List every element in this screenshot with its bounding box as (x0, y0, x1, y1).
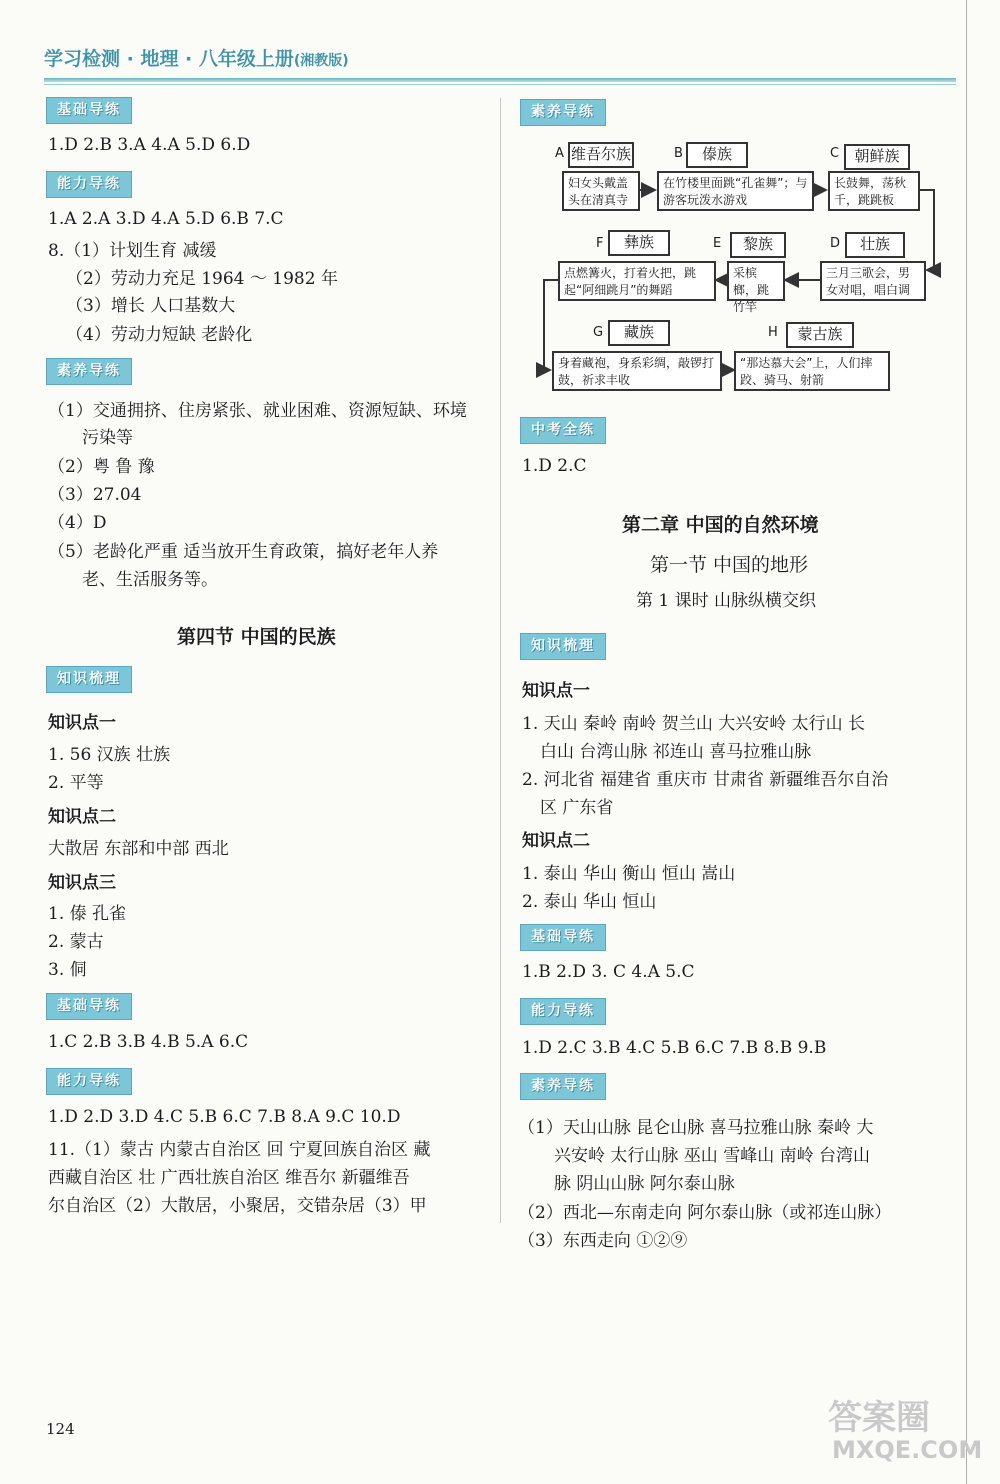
section-title: 第一节 中国的地形 (650, 554, 809, 576)
answer-line: （2）劳动力充足 1964 ～ 1982 年 (66, 269, 338, 289)
flow-ethnic-f: 彝族 (608, 230, 670, 256)
chapter-title: 第二章 中国的自然环境 (622, 514, 819, 536)
flow-ethnic-b: 傣族 (686, 142, 748, 168)
answer-line: （3）增长 人口基数大 (66, 296, 236, 316)
tag-ability-practice: 能力导练 (520, 998, 606, 1025)
tag-literacy-practice: 素养导练 (520, 1073, 606, 1100)
answer-line: 1. 泰山 华山 衡山 恒山 嵩山 (522, 864, 736, 884)
answer-line: 污染等 (82, 428, 133, 448)
header-title: 学习检测 · 地理 · 八年级上册 (44, 48, 294, 70)
answer-line: （2）西北—东南走向 阿尔泰山脉（或祁连山脉） (518, 1203, 892, 1223)
answer-line: （3）东西走向 ①②⑨ (518, 1231, 688, 1251)
page-number: 124 (46, 1420, 75, 1438)
tag-basic-practice: 基础导练 (46, 97, 132, 124)
flow-ethnic-h: 蒙古族 (786, 322, 854, 348)
flow-desc-b: 在竹楼里面跳“孔雀舞”；与游客玩泼水游戏 (657, 171, 814, 211)
answer-line: 1.D 2.B 3.A 4.A 5.D 6.D (48, 135, 251, 155)
answer-line: 1.B 2.D 3. C 4.A 5.C (522, 962, 695, 982)
flow-letter-d: D (830, 236, 841, 251)
answer-line: （2）粤 鲁 豫 (48, 457, 155, 477)
flow-letter-c: C (830, 146, 840, 161)
answer-line: （4）劳动力短缺 老龄化 (66, 325, 253, 345)
flow-letter-h: H (768, 325, 778, 340)
flow-ethnic-d: 壮族 (845, 232, 905, 258)
answer-line: 2. 蒙古 (48, 932, 104, 952)
knowledge-point-heading: 知识点一 (48, 713, 116, 733)
tag-ability-practice: 能力导练 (46, 1068, 132, 1095)
flow-desc-a: 妇女头戴盖头在清真寺 (562, 171, 640, 211)
answer-line: 2. 平等 (48, 773, 104, 793)
watermark-logo: 答案圈 (828, 1398, 930, 1438)
flow-desc-f: 点燃篝火，打着火把，跳起“阿细跳月”的舞蹈 (558, 261, 716, 301)
answer-line: 大散居 东部和中部 西北 (48, 839, 229, 859)
knowledge-point-heading: 知识点一 (522, 681, 590, 701)
knowledge-point-heading: 知识点二 (522, 831, 590, 851)
flow-desc-c: 长鼓舞，荡秋千，跳跳板 (828, 171, 920, 211)
answer-line: （3）27.04 (48, 485, 142, 505)
flow-desc-g: 身着藏袍，身系彩绸，敲锣打鼓，祈求丰收 (552, 351, 722, 391)
tag-knowledge-review: 知识梳理 (520, 633, 606, 660)
header-edition: (湘教版) (293, 53, 349, 69)
flow-desc-e: 采槟榔，跳竹竿 (727, 261, 785, 301)
answer-line: 1.D 2.C (522, 456, 587, 476)
lesson-title: 第 1 课时 山脉纵横交织 (636, 591, 817, 611)
flow-letter-b: B (674, 146, 683, 161)
answer-line: 白山 台湾山脉 祁连山 喜马拉雅山脉 (540, 742, 812, 762)
knowledge-point-heading: 知识点三 (48, 873, 116, 893)
answer-line: 11.（1）蒙古 内蒙古自治区 回 宁夏回族自治区 藏 (48, 1140, 431, 1160)
tag-knowledge-review: 知识梳理 (46, 666, 132, 693)
answer-line: 3. 侗 (48, 960, 87, 980)
answer-line: 2. 河北省 福建省 重庆市 甘肃省 新疆维吾尔自治 (522, 770, 889, 790)
answer-line: 1. 56 汉族 壮族 (48, 745, 171, 765)
flow-ethnic-c: 朝鲜族 (844, 144, 910, 170)
answer-line: 老、生活服务等。 (82, 570, 218, 590)
tag-basic-practice: 基础导练 (46, 993, 132, 1020)
answer-line: 1.C 2.B 3.B 4.B 5.A 6.C (48, 1032, 249, 1052)
flow-ethnic-a: 维吾尔族 (568, 142, 634, 168)
section-title: 第四节 中国的民族 (177, 626, 336, 648)
tag-basic-practice: 基础导练 (520, 924, 606, 951)
tag-literacy-practice: 素养导练 (520, 99, 606, 126)
tag-ability-practice: 能力导练 (46, 171, 132, 198)
flow-letter-g: G (593, 325, 604, 340)
answer-line: 尔自治区（2）大散居，小聚居，交错杂居（3）甲 (48, 1196, 427, 1216)
answer-line: 脉 阴山山脉 阿尔泰山脉 (554, 1174, 735, 1194)
answer-line: 1.A 2.A 3.D 4.A 5.D 6.B 7.C (48, 209, 284, 229)
flow-letter-f: F (596, 236, 604, 251)
answer-line: 1.D 2.C 3.B 4.C 5.B 6.C 7.B 8.B 9.B (522, 1038, 827, 1058)
answer-line: 兴安岭 太行山脉 巫山 雪峰山 南岭 台湾山 (554, 1146, 871, 1166)
answer-line: （4）D (48, 513, 107, 533)
answer-line: 2. 泰山 华山 恒山 (522, 892, 657, 912)
answer-line: 1.D 2.D 3.D 4.C 5.B 6.C 7.B 8.A 9.C 10.D (48, 1107, 401, 1127)
answer-line: （1）天山山脉 昆仑山脉 喜马拉雅山脉 秦岭 大 (518, 1118, 874, 1138)
flow-desc-h: “那达慕大会”上，人们摔跤、骑马、射箭 (734, 351, 890, 391)
tag-exam-practice: 中考全练 (520, 417, 606, 444)
tag-literacy-practice: 素养导练 (46, 358, 132, 385)
flow-desc-d: 三月三歌会，男女对唱，唱白调 (820, 261, 926, 301)
answer-line: 1. 傣 孔雀 (48, 904, 127, 924)
answer-line: 区 广东省 (540, 798, 614, 818)
watermark-url: MXQE.COM (832, 1436, 983, 1464)
knowledge-point-heading: 知识点二 (48, 807, 116, 827)
answer-line: 8.（1）计划生育 减缓 (48, 241, 217, 261)
answer-line: （5）老龄化严重 适当放开生育政策，搞好老年人养 (48, 542, 439, 562)
answer-line: 西藏自治区 壮 广西壮族自治区 维吾尔 新疆维吾 (48, 1168, 410, 1188)
flow-ethnic-g: 藏族 (608, 320, 670, 346)
flow-ethnic-e: 黎族 (730, 232, 786, 258)
answer-line: 1. 天山 秦岭 南岭 贺兰山 大兴安岭 太行山 长 (522, 714, 866, 734)
answer-line: （1）交通拥挤、住房紧张、就业困难、资源短缺、环境 (48, 401, 467, 421)
flow-letter-a: A (555, 146, 564, 161)
flow-letter-e: E (713, 236, 722, 251)
